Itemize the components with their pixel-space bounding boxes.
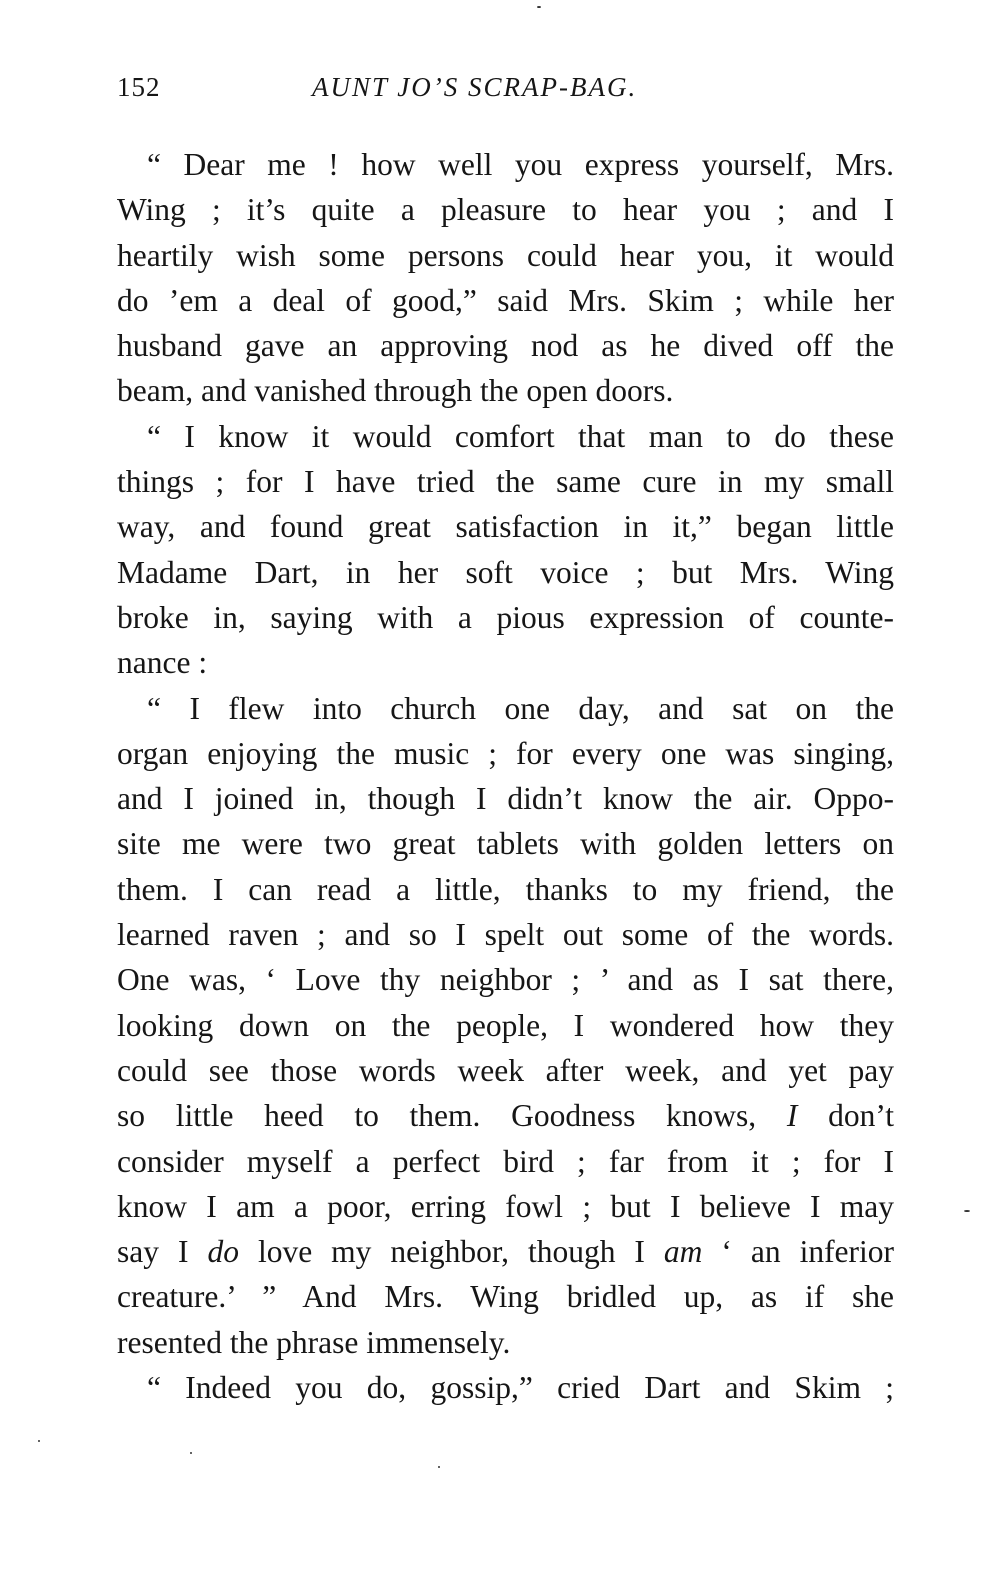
text-line: Madame Dart, in her soft voice ; but Mrs. Wing: [117, 554, 894, 590]
text-line: “ I flew into church one day, and sat on the: [147, 690, 894, 726]
text-segment: ‘ an inferior: [721, 1234, 895, 1270]
text-line: could see those words week after week, and yet pay: [117, 1052, 894, 1088]
text-line: Wing ; it’s quite a pleasure to hear you ; and I: [117, 192, 894, 228]
text-line: way, and found great satisfaction in it,” began little: [117, 509, 894, 545]
text-line: [117, 1093, 894, 1138]
text-line: organ enjoying the music ; for every one was singing,: [117, 735, 894, 771]
page-number: 152: [117, 72, 161, 102]
print-speck: [38, 1440, 40, 1442]
text-line: know I am a poor, erring fowl ; but I believe I may: [117, 1188, 894, 1224]
text-line: heartily wish some persons could hear you, it would: [117, 237, 894, 273]
text-line: do ’em a deal of good,” said Mrs. Skim ; while her: [117, 282, 894, 318]
text-line: and I joined in, though I didn’t know the air. Oppo-: [117, 781, 894, 817]
text-line: broke in, saying with a pious expression of counte-: [117, 599, 894, 635]
print-speck: [190, 1452, 192, 1454]
text-line: creature.’ ” And Mrs. Wing bridled up, as if she: [117, 1279, 894, 1315]
text-line: “ I know it would comfort that man to do these: [147, 418, 894, 454]
text-line: nance :: [117, 645, 208, 681]
body-text: [117, 142, 894, 1410]
text-line: looking down on the people, I wondered how they: [117, 1007, 894, 1043]
text-line: learned raven ; and so I spelt out some of the words.: [117, 917, 894, 953]
text-line: them. I can read a little, thanks to my friend, the: [117, 871, 894, 907]
page-header: [117, 72, 894, 112]
text-segment: love my neighbor, though I: [257, 1234, 645, 1270]
text-segment: so little heed to them. Goodness knows,: [117, 1098, 757, 1134]
text-line: [117, 1229, 894, 1274]
italic-text: do: [207, 1234, 239, 1270]
text-line: consider myself a perfect bird ; far from it ; for I: [117, 1143, 894, 1179]
text-segment: say I: [117, 1234, 189, 1270]
italic-text: I: [786, 1098, 798, 1134]
print-speck: [964, 1210, 970, 1212]
text-line: site me were two great tablets with golden letters on: [117, 826, 894, 862]
print-speck: [438, 1466, 440, 1468]
text-line: beam, and vanished through the open doors.: [117, 373, 674, 409]
text-segment: don’t: [828, 1098, 895, 1134]
running-title: AUNT JO’S SCRAP-BAG.: [312, 72, 638, 102]
print-speck: [537, 6, 541, 8]
text-line: One was, ‘ Love thy neighbor ; ’ and as I sat there,: [117, 962, 894, 998]
italic-text: am: [663, 1234, 703, 1270]
text-line: things ; for I have tried the same cure in my small: [117, 464, 894, 500]
text-line: resented the phrase immensely.: [117, 1324, 511, 1360]
text-line: husband gave an approving nod as he dived off the: [117, 328, 894, 364]
text-line: “ Dear me ! how well you express yourself, Mrs.: [147, 147, 894, 182]
text-line: “ Indeed you do, gossip,” cried Dart and Skim ;: [147, 1370, 894, 1406]
